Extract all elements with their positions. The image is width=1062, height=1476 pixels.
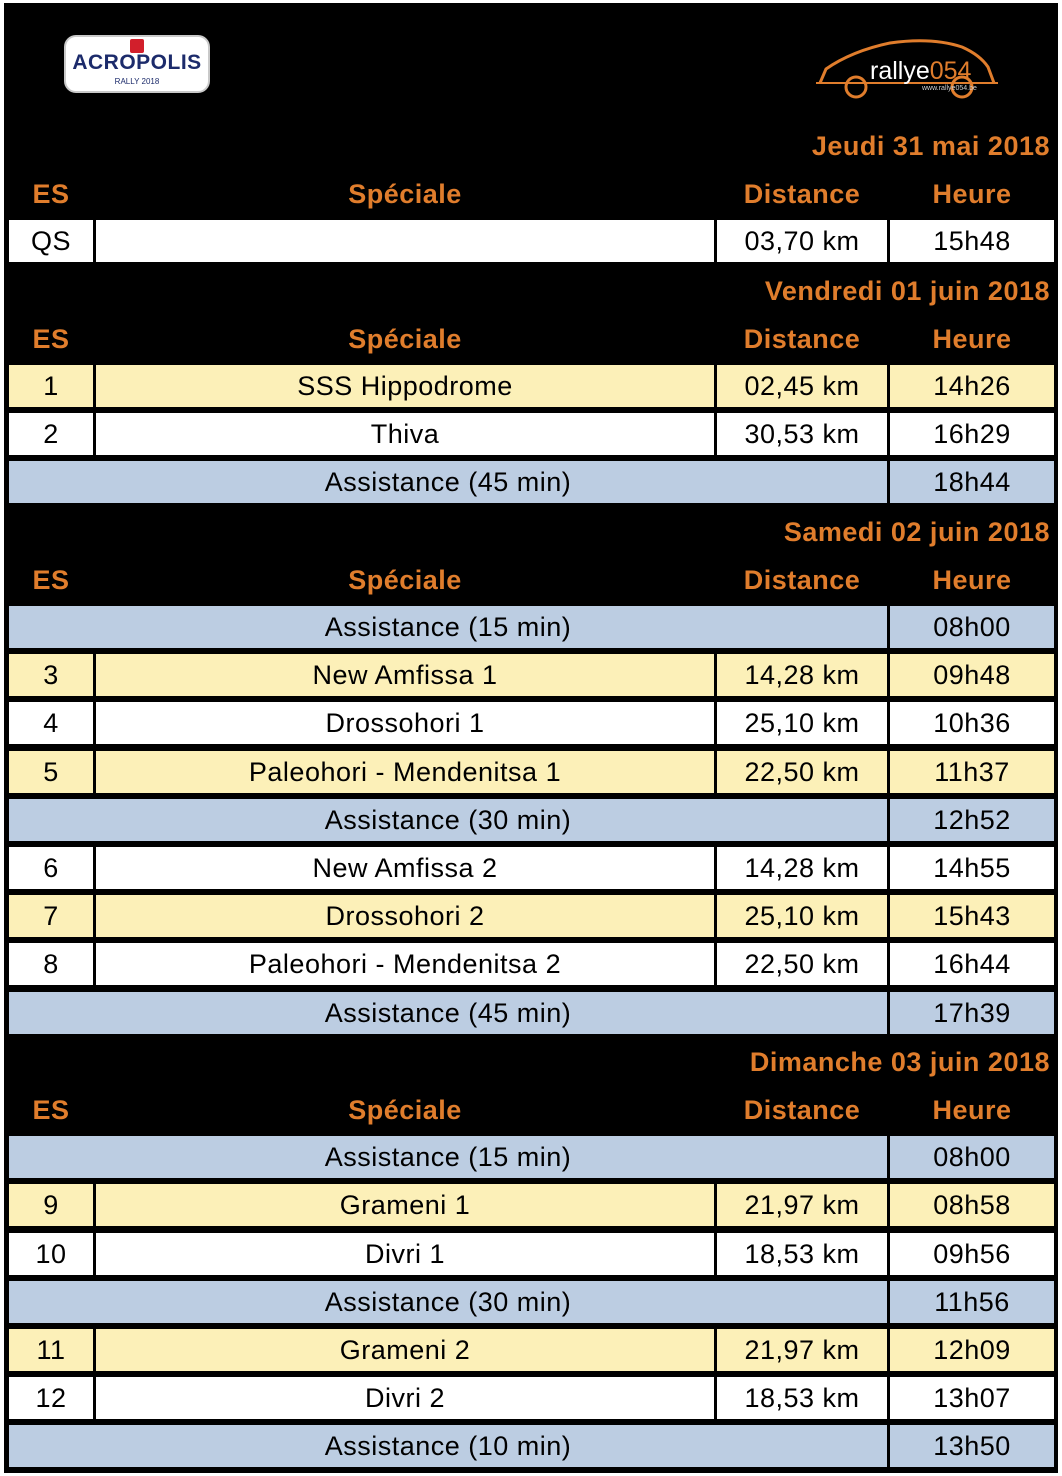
column-header-es: ES [32,324,70,354]
day-date: Samedi 02 juin 2018 [783,517,1050,547]
stage-number: 1 [9,365,93,407]
stage-row [4,1375,1058,1423]
day-date-row [4,508,1058,556]
stage-row [4,893,1058,941]
stage-row [4,1327,1058,1375]
assistance-time: 08h00 [890,1136,1054,1178]
stage-number: 8 [9,943,93,985]
stage-time: 13h07 [890,1377,1054,1419]
assistance-time: 13h50 [890,1425,1054,1467]
stage-time: 15h48 [890,220,1054,262]
stage-name: New Amfissa 1 [96,654,714,696]
column-header-speciale: Spéciale [348,324,462,354]
assistance-label: Assistance (45 min) [9,461,887,503]
stage-distance: 25,10 km [717,895,887,937]
stage-name: Drossohori 1 [96,702,714,744]
stage-number: QS [9,220,93,262]
stage-name: SSS Hippodrome [96,365,714,407]
assistance-label: Assistance (30 min) [9,1281,887,1323]
assistance-time: 17h39 [890,992,1054,1034]
stage-name: Thiva [96,413,714,455]
acropolis-logo-name: ACROPOLIS [72,51,202,74]
stage-row [4,363,1058,411]
day-date: Vendredi 01 juin 2018 [764,276,1050,306]
assistance-row [4,459,1058,507]
assistance-time: 12h52 [890,799,1054,841]
assistance-row [4,1279,1058,1327]
itinerary-sheet [4,3,1058,1473]
assistance-row [4,990,1058,1038]
assistance-row [4,797,1058,845]
assistance-time: 18h44 [890,461,1054,503]
assistance-label: Assistance (30 min) [9,799,887,841]
stage-name: Drossohori 2 [96,895,714,937]
stage-time: 09h56 [890,1233,1054,1275]
column-header-distance: Distance [743,179,861,209]
rallye054-logo [812,33,1012,103]
column-header-row [4,315,1058,363]
day-date: Jeudi 31 mai 2018 [811,131,1050,161]
assistance-row [4,1134,1058,1182]
stage-name: Grameni 1 [96,1184,714,1226]
stage-time: 14h55 [890,847,1054,889]
stage-distance: 02,45 km [717,365,887,407]
column-header-speciale: Spéciale [348,179,462,209]
column-header-row [4,556,1058,604]
column-header-speciale: Spéciale [348,1095,462,1125]
column-header-es: ES [32,179,70,209]
stage-name: Grameni 2 [96,1329,714,1371]
stage-distance: 30,53 km [717,413,887,455]
stage-distance: 22,50 km [717,943,887,985]
column-header-speciale: Spéciale [348,565,462,595]
stage-distance: 21,97 km [717,1329,887,1371]
assistance-label: Assistance (10 min) [9,1425,887,1467]
column-header-distance: Distance [743,324,861,354]
stage-name [96,220,714,262]
header [4,3,1058,129]
stage-row [4,941,1058,989]
stage-number: 12 [9,1377,93,1419]
stage-time: 08h58 [890,1184,1054,1226]
acropolis-rally-logo [64,35,210,93]
stage-number: 9 [9,1184,93,1226]
stage-distance: 14,28 km [717,847,887,889]
column-header-heure: Heure [932,565,1012,595]
stage-row [4,749,1058,797]
stage-distance: 21,97 km [717,1184,887,1226]
column-header-row [4,170,1058,218]
stage-number: 4 [9,702,93,744]
column-header-distance: Distance [743,565,861,595]
rallye054-logo-main: rallye [870,57,930,85]
stage-name: Divri 2 [96,1377,714,1419]
day-date-row [4,267,1058,315]
stage-name: New Amfissa 2 [96,847,714,889]
day-date-row [4,1038,1058,1086]
rallye054-logo-name [870,57,971,86]
stage-number: 7 [9,895,93,937]
assistance-row [4,1423,1058,1471]
stage-number: 6 [9,847,93,889]
assistance-label: Assistance (15 min) [9,1136,887,1178]
acropolis-logo-subtitle: RALLY 2018 [114,77,160,86]
stage-number: 5 [9,751,93,793]
column-header-heure: Heure [932,1095,1012,1125]
stage-number: 3 [9,654,93,696]
stage-time: 14h26 [890,365,1054,407]
column-header-distance: Distance [743,1095,861,1125]
stage-name: Divri 1 [96,1233,714,1275]
column-header-heure: Heure [932,324,1012,354]
stage-distance: 18,53 km [717,1233,887,1275]
stage-time: 11h37 [890,751,1054,793]
stage-name: Paleohori - Mendenitsa 2 [96,943,714,985]
stage-time: 16h29 [890,413,1054,455]
stage-row [4,652,1058,700]
assistance-time: 11h56 [890,1281,1054,1323]
stage-time: 15h43 [890,895,1054,937]
stage-time: 09h48 [890,654,1054,696]
assistance-row [4,604,1058,652]
stage-row [4,1231,1058,1279]
stage-distance: 18,53 km [717,1377,887,1419]
stage-row [4,1182,1058,1230]
stage-time: 10h36 [890,702,1054,744]
stage-time: 16h44 [890,943,1054,985]
assistance-label: Assistance (45 min) [9,992,887,1034]
stage-number: 2 [9,413,93,455]
day-date: Dimanche 03 juin 2018 [749,1047,1050,1077]
stage-distance: 03,70 km [717,220,887,262]
column-header-row [4,1086,1058,1134]
stage-row [4,845,1058,893]
assistance-time: 08h00 [890,606,1054,648]
rallye054-logo-accent: 054 [929,57,972,85]
rallye054-logo-url: www.rallye054.be [922,85,977,92]
stage-row [4,411,1058,459]
stage-distance: 22,50 km [717,751,887,793]
stage-row [4,700,1058,748]
stage-row [4,218,1058,266]
stage-distance: 14,28 km [717,654,887,696]
stage-time: 12h09 [890,1329,1054,1371]
column-header-es: ES [32,565,70,595]
stage-number: 11 [9,1329,93,1371]
assistance-label: Assistance (15 min) [9,606,887,648]
column-header-heure: Heure [932,179,1012,209]
stage-distance: 25,10 km [717,702,887,744]
stage-number: 10 [9,1233,93,1275]
stage-name: Paleohori - Mendenitsa 1 [96,751,714,793]
day-date-row [4,122,1058,170]
column-header-es: ES [32,1095,70,1125]
